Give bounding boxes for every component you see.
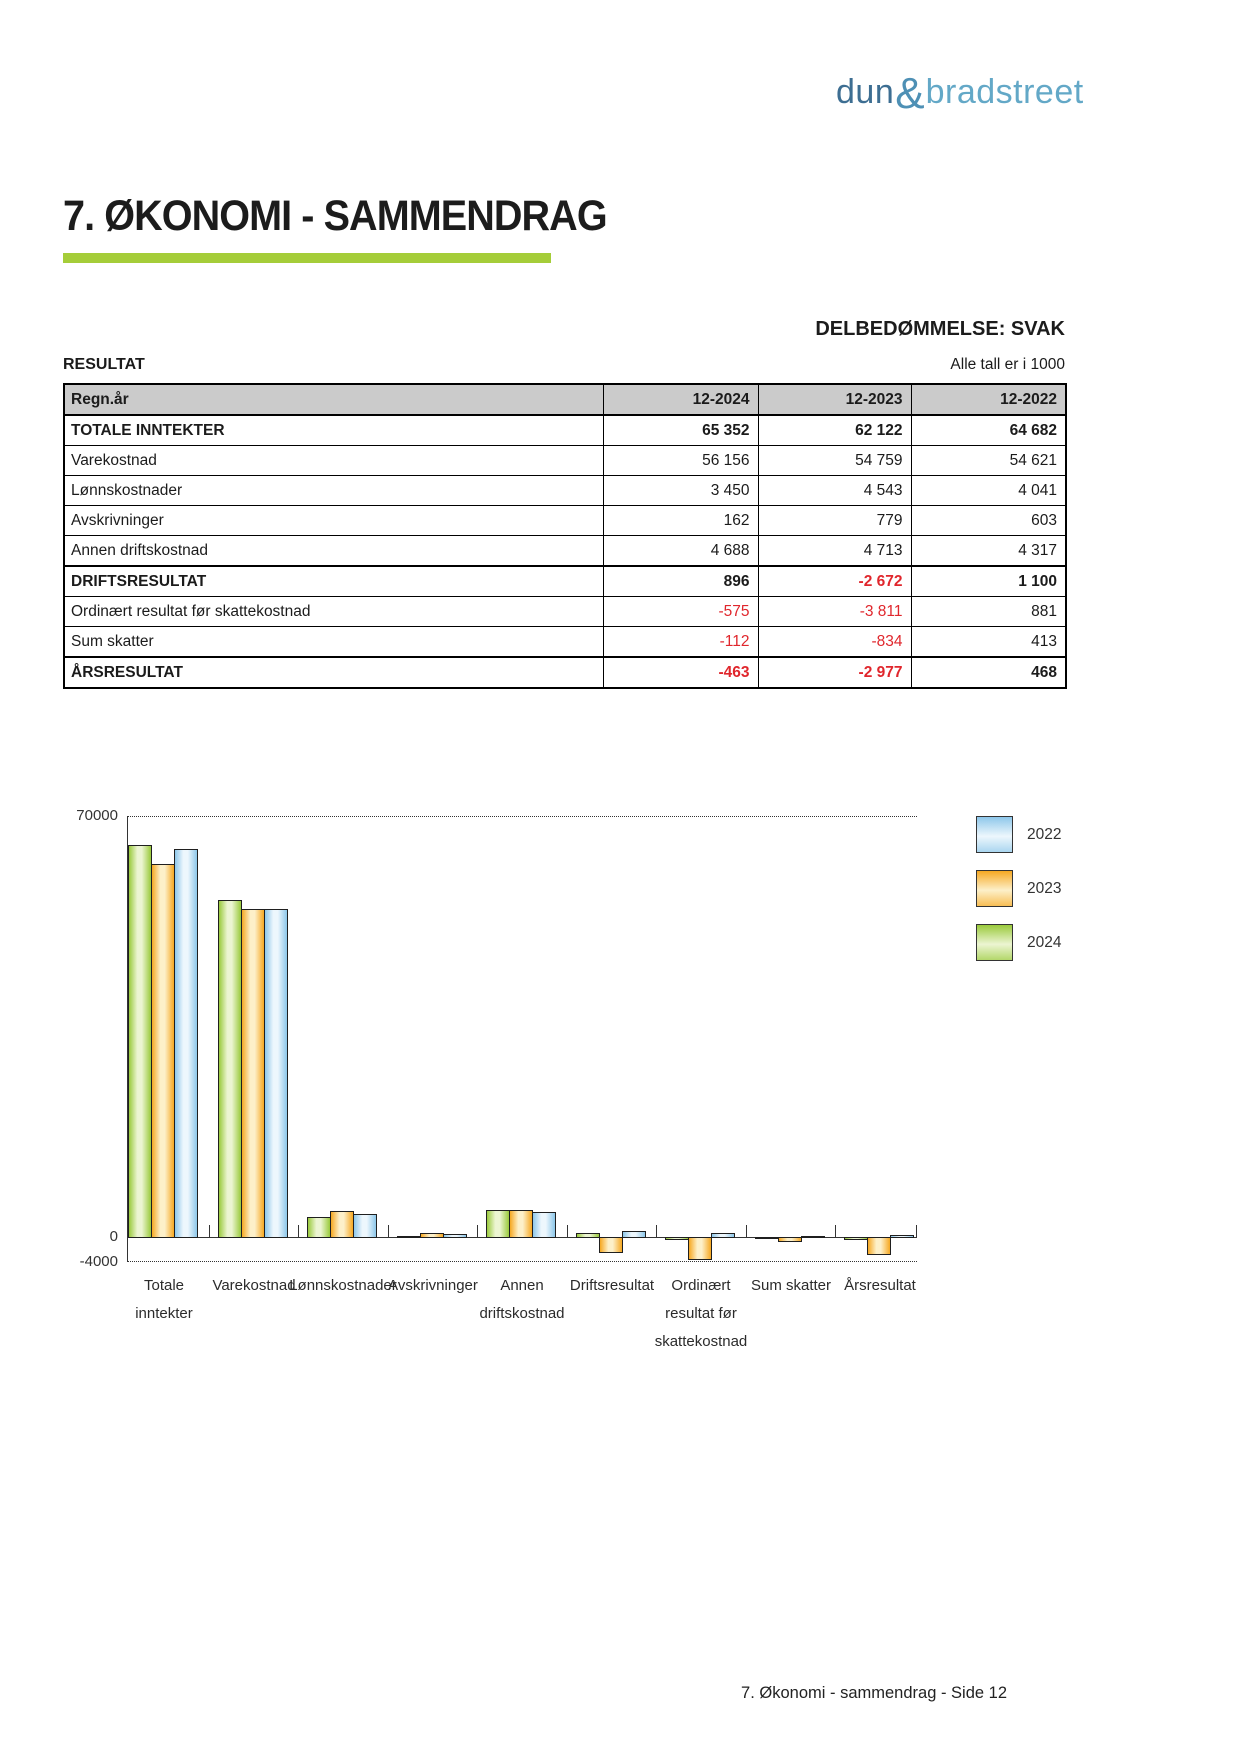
x-axis-label-line: inntekter [135, 1305, 193, 1322]
table-row [64, 627, 1066, 658]
bar-2022 [353, 1214, 377, 1238]
row-value-cell: 3 450 [603, 476, 758, 506]
row-value-cell: 65 352 [603, 415, 758, 446]
bar-2024 [218, 900, 242, 1238]
y-axis-tick-label: 0 [109, 1228, 118, 1245]
legend-swatch-2024 [976, 924, 1013, 961]
bar-2024 [755, 1237, 779, 1239]
x-axis-label-line: Årsresultat [844, 1277, 916, 1294]
x-axis-label-line: Driftsresultat [569, 1277, 655, 1294]
table-row [64, 657, 1066, 688]
baseline-tick [298, 1225, 299, 1237]
bar-2023 [778, 1237, 802, 1242]
row-value-cell: 468 [911, 657, 1066, 688]
table-row [64, 566, 1066, 597]
units-note: Alle tall er i 1000 [950, 356, 1065, 373]
legend-item [976, 924, 1061, 961]
legend-label: 2024 [1027, 933, 1062, 951]
gridline-minus4000 [127, 1261, 917, 1262]
legend-swatch-2022 [976, 816, 1013, 853]
bar-2023 [151, 864, 175, 1238]
table-header-cell: 12-2024 [603, 384, 758, 415]
row-value-cell: -834 [758, 627, 911, 658]
legend-swatch-2023 [976, 870, 1013, 907]
bar-2024 [576, 1233, 600, 1238]
row-value-cell: 881 [911, 597, 1066, 627]
row-value-cell: -2 672 [758, 566, 911, 597]
row-label-cell: DRIFTSRESULTAT [64, 566, 603, 597]
page-footer: 7. Økonomi - sammendrag - Side 12 [741, 1684, 1007, 1702]
baseline-tick [916, 1225, 917, 1237]
x-axis-label-line: driftskostnad [479, 1305, 565, 1322]
row-label-cell: Annen driftskostnad [64, 536, 603, 567]
bar-2024 [665, 1237, 689, 1240]
row-label-cell: Avskrivninger [64, 506, 603, 536]
table-row [64, 506, 1066, 536]
dun-bradstreet-logo [836, 69, 1084, 118]
x-axis-label [780, 1272, 980, 1300]
x-axis-label-line: Annen [500, 1277, 544, 1294]
baseline-tick [746, 1225, 747, 1237]
bar-2024 [397, 1236, 421, 1238]
bar-2023 [509, 1210, 533, 1238]
table-header-cell: Regn.år [64, 384, 603, 415]
bar-2024 [128, 845, 152, 1238]
x-axis-label-line: Lønnskostnader [289, 1277, 397, 1294]
table-row [64, 446, 1066, 476]
table-row [64, 536, 1066, 567]
y-axis-tick-label: 70000 [76, 807, 118, 824]
result-table [63, 383, 1067, 689]
bar-2022 [801, 1236, 825, 1238]
bar-2023 [420, 1233, 444, 1238]
y-axis-tick-label: -4000 [79, 1253, 118, 1270]
bar-2022 [711, 1233, 735, 1238]
logo-text-bradstreet: bradstreet [925, 73, 1084, 111]
table-row [64, 415, 1066, 446]
bar-2022 [264, 909, 288, 1238]
bar-2022 [443, 1234, 467, 1238]
bar-2023 [330, 1211, 354, 1238]
row-value-cell: -463 [603, 657, 758, 688]
table-header-row [64, 384, 1066, 415]
x-axis-label-line: resultat før [665, 1305, 737, 1322]
row-value-cell: 62 122 [758, 415, 911, 446]
bar-2023 [241, 909, 265, 1238]
x-axis-label-line: skattekostnad [654, 1333, 748, 1350]
bar-2022 [532, 1212, 556, 1238]
baseline-tick [477, 1225, 478, 1237]
bar-2022 [622, 1231, 646, 1238]
table-header-cell: 12-2023 [758, 384, 911, 415]
legend-label: 2023 [1027, 879, 1062, 897]
x-axis-label-line: Totale [143, 1277, 185, 1294]
x-axis-label-line: Avskrivninger [388, 1277, 478, 1294]
baseline-tick [209, 1225, 210, 1237]
row-value-cell: 64 682 [911, 415, 1066, 446]
row-value-cell: 54 759 [758, 446, 911, 476]
baseline-tick [567, 1225, 568, 1237]
legend-item [976, 870, 1061, 907]
row-label-cell: Lønnskostnader [64, 476, 603, 506]
row-value-cell: 4 317 [911, 536, 1066, 567]
row-value-cell: 162 [603, 506, 758, 536]
row-value-cell: 4 688 [603, 536, 758, 567]
row-value-cell: -3 811 [758, 597, 911, 627]
row-label-cell: TOTALE INNTEKTER [64, 415, 603, 446]
logo-ampersand-icon: & [895, 69, 925, 118]
gridline-70000 [127, 816, 917, 817]
baseline-tick [656, 1225, 657, 1237]
baseline-tick [835, 1225, 836, 1237]
row-label-cell: Sum skatter [64, 627, 603, 658]
chart-legend [976, 816, 1061, 978]
row-value-cell: 56 156 [603, 446, 758, 476]
bar-2022 [890, 1235, 914, 1238]
row-value-cell: 4 041 [911, 476, 1066, 506]
table-row [64, 597, 1066, 627]
x-axis-label-line: Ordinært [671, 1277, 731, 1294]
table-header-cell: 12-2022 [911, 384, 1066, 415]
row-value-cell: -112 [603, 627, 758, 658]
bar-2024 [307, 1217, 331, 1238]
row-value-cell: 4 543 [758, 476, 911, 506]
assessment-label: DELBEDØMMELSE: SVAK [815, 318, 1065, 340]
bar-2023 [599, 1237, 623, 1253]
row-value-cell: 413 [911, 627, 1066, 658]
bar-2024 [844, 1237, 868, 1240]
bar-2024 [486, 1210, 510, 1238]
row-value-cell: 4 713 [758, 536, 911, 567]
section-resultat-label: RESULTAT [63, 356, 145, 373]
x-axis-label-line: Varekostnad [212, 1277, 296, 1294]
row-value-cell: -575 [603, 597, 758, 627]
bar-2023 [688, 1237, 712, 1260]
page-title: 7. ØKONOMI - SAMMENDRAG [63, 192, 607, 240]
legend-item [976, 816, 1061, 853]
row-value-cell: 1 100 [911, 566, 1066, 597]
row-value-cell: 54 621 [911, 446, 1066, 476]
x-axis-label-line: Sum skatter [750, 1277, 832, 1294]
title-accent-bar [63, 253, 551, 263]
row-value-cell: 779 [758, 506, 911, 536]
result-bar-chart [0, 800, 1241, 1400]
baseline-tick [388, 1225, 389, 1237]
row-label-cell: ÅRSRESULTAT [64, 657, 603, 688]
row-label-cell: Ordinært resultat før skattekostnad [64, 597, 603, 627]
bar-2023 [867, 1237, 891, 1255]
table-row [64, 476, 1066, 506]
row-value-cell: -2 977 [758, 657, 911, 688]
row-value-cell: 603 [911, 506, 1066, 536]
row-value-cell: 896 [603, 566, 758, 597]
row-label-cell: Varekostnad [64, 446, 603, 476]
legend-label: 2022 [1027, 825, 1062, 843]
bar-2022 [174, 849, 198, 1238]
logo-text-dun: dun [836, 73, 895, 111]
